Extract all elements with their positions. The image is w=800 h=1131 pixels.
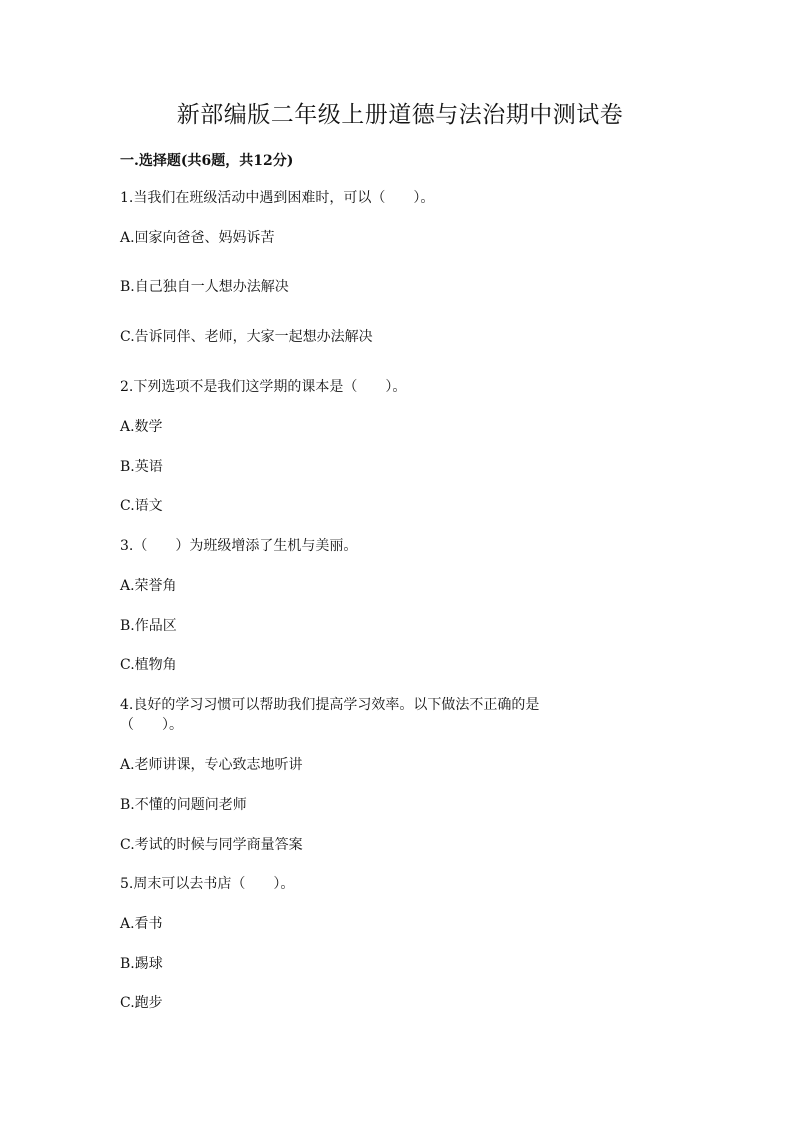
- question-3-stem: 3.（ ）为班级增添了生机与美丽。: [120, 538, 358, 554]
- question-3-option-b: B.作品区: [120, 618, 177, 634]
- section-heading: 一.选择题(共6题，共12分): [120, 153, 294, 169]
- question-4-stem-line-2: （ ）。: [120, 717, 183, 733]
- question-1-option-c: C.告诉同伴、老师，大家一起想办法解决: [120, 329, 373, 345]
- question-2-option-c: C.语文: [120, 498, 163, 514]
- question-3-option-c: C.植物角: [120, 657, 177, 673]
- question-5-stem: 5.周末可以去书店（ ）。: [120, 876, 295, 892]
- question-5-option-c: C.跑步: [120, 995, 163, 1011]
- question-5-option-b: B.踢球: [120, 956, 163, 972]
- question-2-option-a: A.数学: [120, 419, 163, 435]
- question-4-stem-line-1: 4.良好的学习习惯可以帮助我们提高学习效率。以下做法不正确的是: [120, 697, 540, 713]
- question-4-option-b: B.不懂的问题问老师: [120, 797, 247, 813]
- page-title: 新部编版二年级上册道德与法治期中测试卷: [176, 102, 624, 128]
- question-4-option-c: C.考试的时候与同学商量答案: [120, 837, 303, 853]
- question-2-stem: 2.下列选项不是我们这学期的课本是（ ）。: [120, 379, 407, 395]
- question-2-option-b: B.英语: [120, 459, 163, 475]
- question-4-option-a: A.老师讲课，专心致志地听讲: [120, 757, 303, 773]
- question-5-option-a: A.看书: [120, 916, 163, 932]
- question-1-option-a: A.回家向爸爸、妈妈诉苦: [120, 230, 275, 246]
- question-3-option-a: A.荣誉角: [120, 578, 177, 594]
- question-1-stem: 1.当我们在班级活动中遇到困难时，可以（ ）。: [120, 190, 435, 206]
- question-1-option-b: B.自己独自一人想办法解决: [120, 279, 289, 295]
